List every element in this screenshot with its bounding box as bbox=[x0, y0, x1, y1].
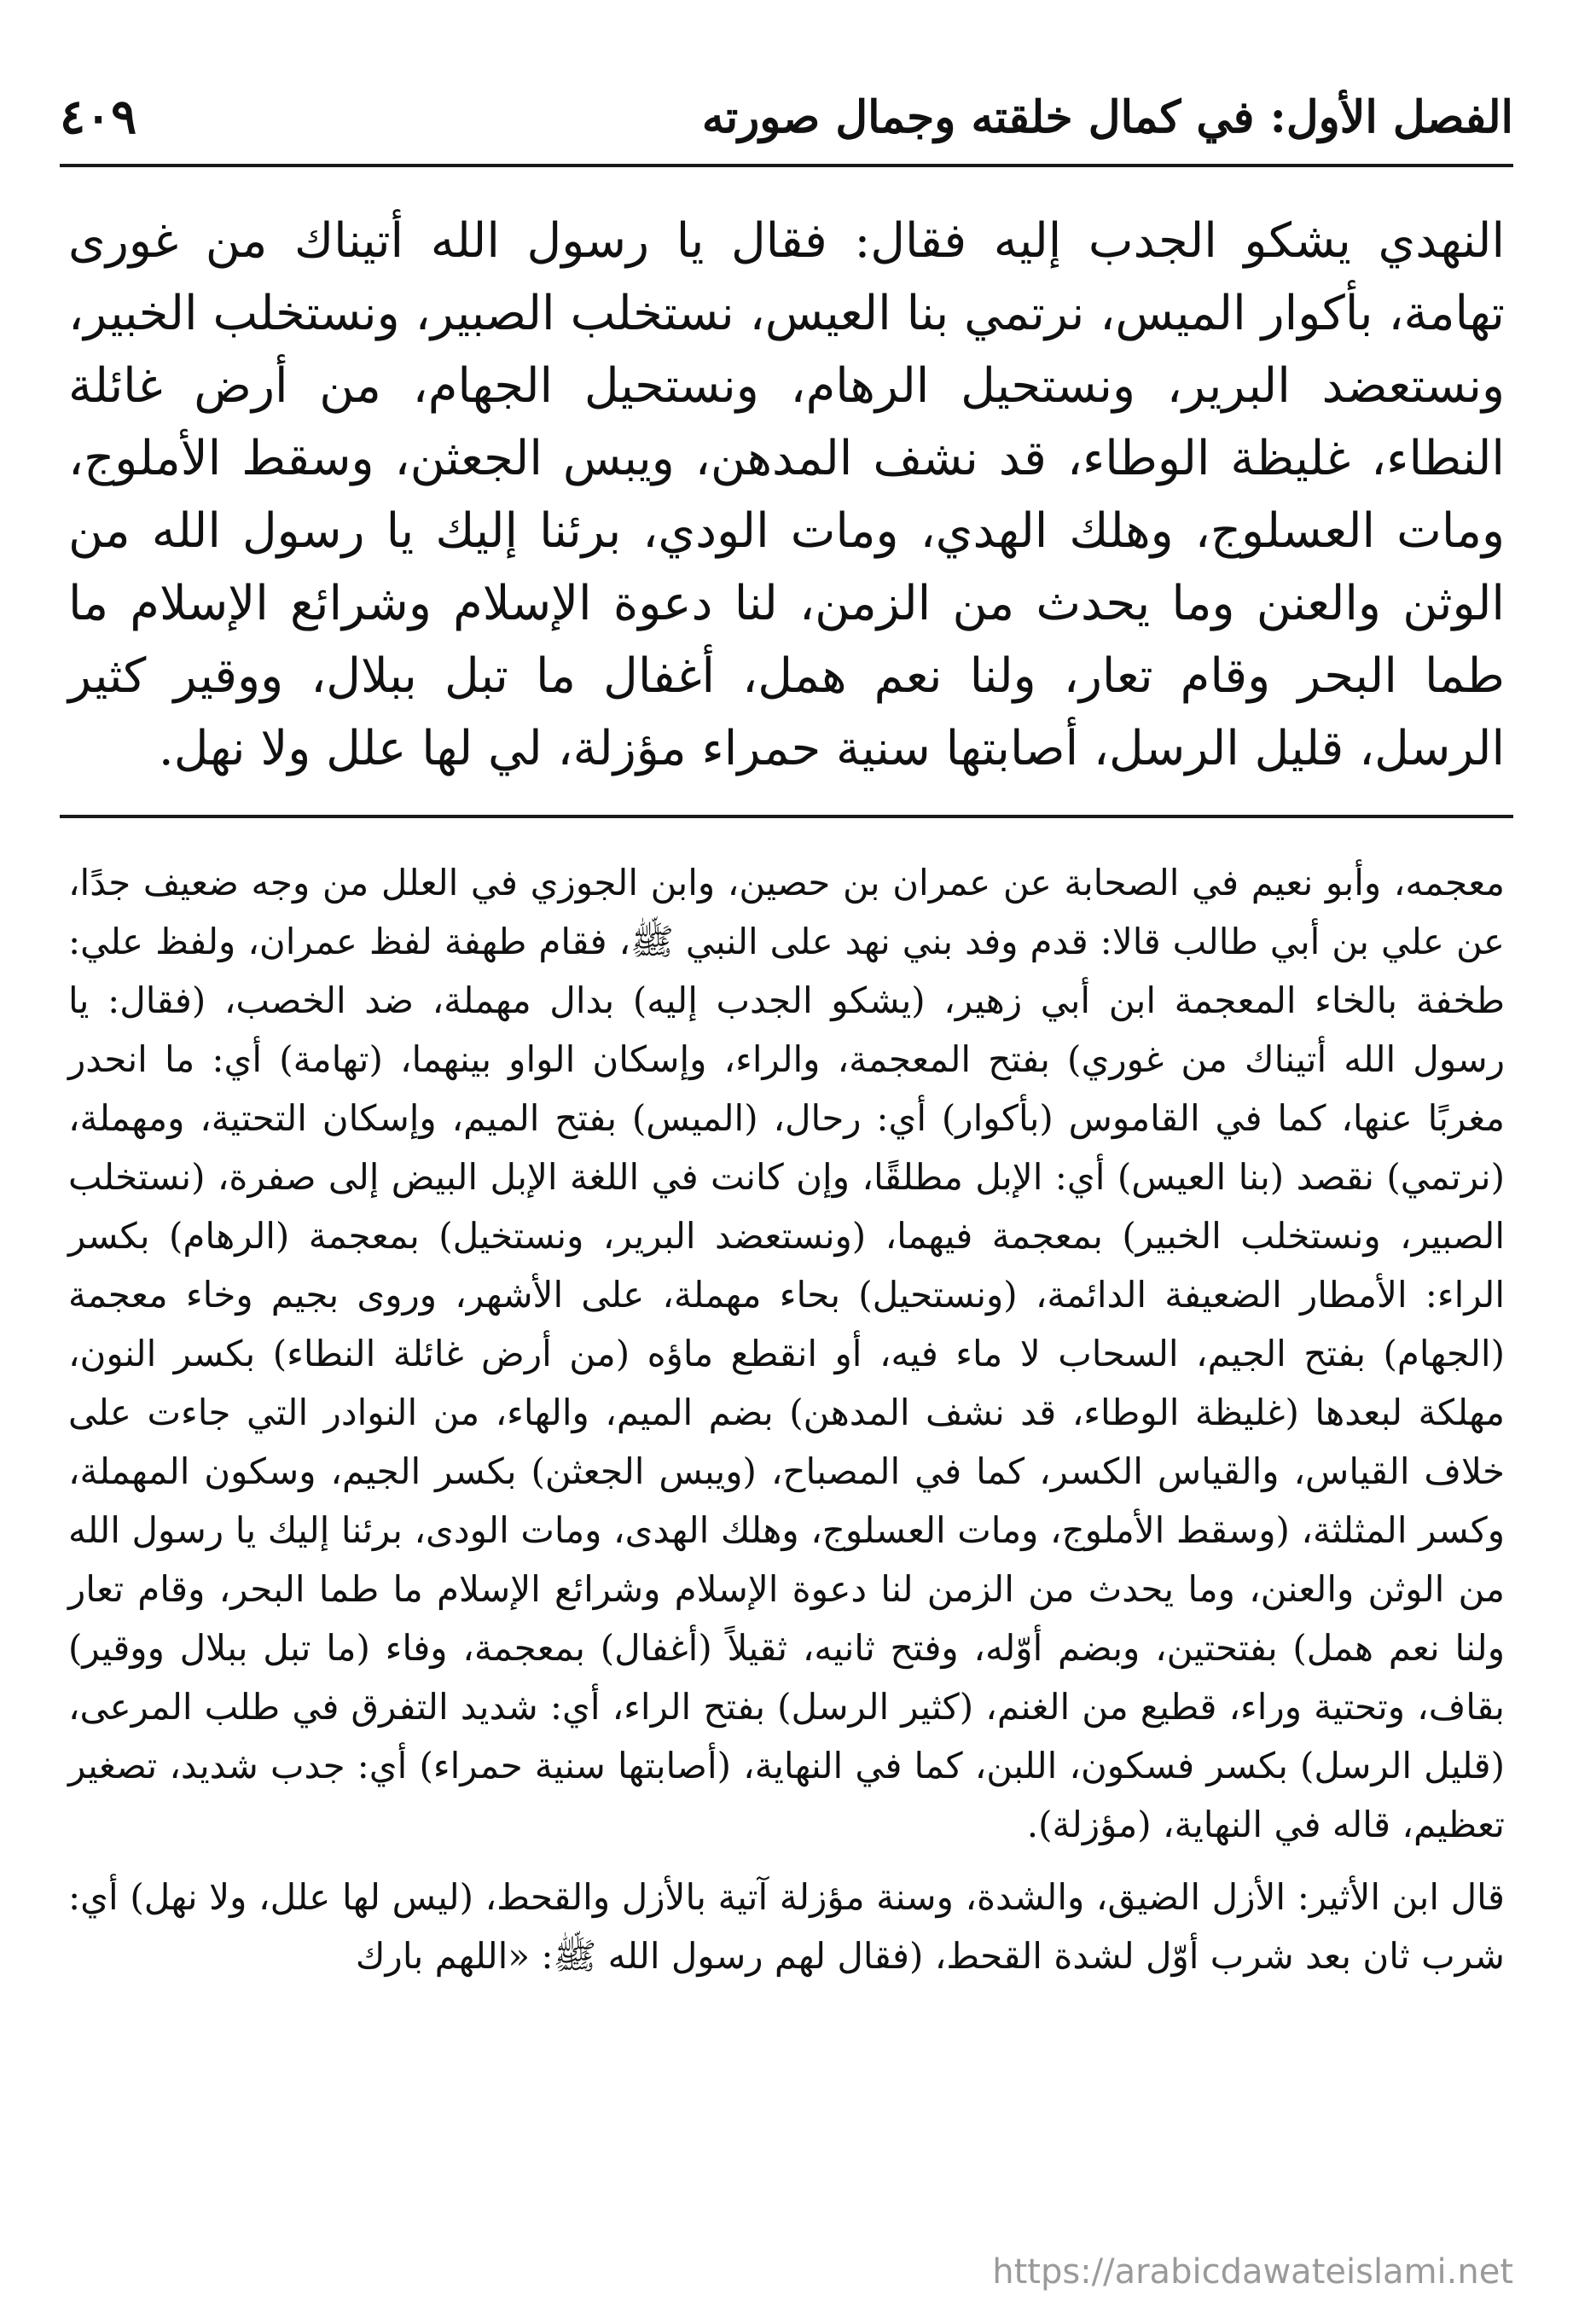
main-text: النهدي يشكو الجدب إليه فقال: فقال يا رسول الله أتيناك من غورى تهامة، بأكوار الميس، نرتمي بنا العيس، نستخلب الصبير، ونستخلب الخبير، ونستعضد البرير، ونستحيل الرهام، ونستحيل الجهام، من أرض غائلة النطاء، غليظة الوطاء، قد نشف المدهن، ويبس الجعثن، وسقط الأملوج، ومات العسلوج، وهلك الهدي، ومات الودي، برئنا إليك يا رسول الله من الوثن والعنن وما يحدث من الزمن، لنا دعوة الإسلام وشرائع الإسلام ما طما البحر وقام تعار، ولنا نعم همل، أغفال ما تبل ببلال، ووقير كثير الرسل، قليل الرسل، أصابتها سنية حمراء مؤزلة، لي لها علل ولا نهل. bbox=[68, 213, 1505, 776]
chapter-title: الفصل الأول: في كمال خلقته وجمال صورته bbox=[701, 90, 1513, 143]
footnote-paragraph: معجمه، وأبو نعيم في الصحابة عن عمران بن حصين، وابن الجوزي في العلل من وجه ضعيف جدًا، عن علي بن أبي طالب قالا: قدم وفد بني نهد على النبي ﷺ، فقام طهفة لفظ عمران، ولفظ علي: طخفة بالخاء المعجمة ابن أبي زهير، (يشكو الجدب إليه) بدال مهملة، ضد الخصب، (فقال: يا رسول الله أتيناك من غوري) بفتح المعجمة، والراء، وإسكان الواو بينهما، (تهامة) أي: ما انحدر مغربًا عنها، كما في القاموس (بأكوار) أي: رحال، (الميس) بفتح الميم، وإسكان التحتية، ومهملة، (نرتمي) نقصد (بنا العيس) أي: الإبل مطلقًا، وإن كانت في اللغة الإبل البيض إلى صفرة، (نستخلب الصبير، ونستخلب الخبير) بمعجمة فيهما، (ونستعضد البرير، ونستخيل) بمعجمة (الرهام) بكسر الراء: الأمطار الضعيفة الدائمة، (ونستحيل) بحاء مهملة، على الأشهر، وروى بجيم وخاء معجمة (الجهام) بفتح الجيم، السحاب لا ماء فيه، أو انقطع ماؤه (من أرض غائلة النطاء) بكسر النون، مهلكة لبعدها (غليظة الوطاء، قد نشف المدهن) بضم الميم، والهاء، من النوادر التي جاءت على خلاف القياس، والقياس الكسر، كما في المصباح، (ويبس الجعثن) بكسر الجيم، وسكون المهملة، وكسر المثلثة، (وسقط الأملوج، ومات العسلوج، وهلك الهدى، ومات الودى، برئنا إليك يا رسول الله من الوثن والعنن، وما يحدث من الزمن لنا دعوة الإسلام وشرائع الإسلام ما طما البحر، وقام تعار ولنا نعم همل) بفتحتين، وبضم أوّله، وفتح ثانيه، ثقيلاً (أغفال) بمعجمة، وفاء (ما تبل ببلال ووقير) بقاف، وتحتية وراء، قطيع من الغنم، (كثير الرسل) بفتح الراء، أي: شديد التفرق في طلب المرعى، (قليل الرسل) بكسر فسكون، اللبن، كما في النهاية، (أصابتها سنية حمراء) أي: جدب شديد، تصغير تعظيم، قاله في النهاية، (مؤزلة). bbox=[68, 862, 1506, 1845]
footnotes bbox=[68, 853, 1505, 1985]
page-number: ٤٠٩ bbox=[60, 89, 137, 145]
watermark-url: https://arabicdawateislami.net bbox=[992, 2252, 1513, 2292]
page-header bbox=[60, 78, 1513, 155]
header-divider bbox=[60, 164, 1513, 167]
footnote-divider bbox=[60, 815, 1513, 818]
footnote-paragraph: قال ابن الأثير: الأزل الضيق، والشدة، وسنة مؤزلة آتية بالأزل والقحط، (ليس لها علل، ولا نهل) أي: شرب ثان بعد شرب أوّل لشدة القحط، (فقال لهم رسول الله ﷺ: «اللهم بارك bbox=[68, 1876, 1505, 1977]
